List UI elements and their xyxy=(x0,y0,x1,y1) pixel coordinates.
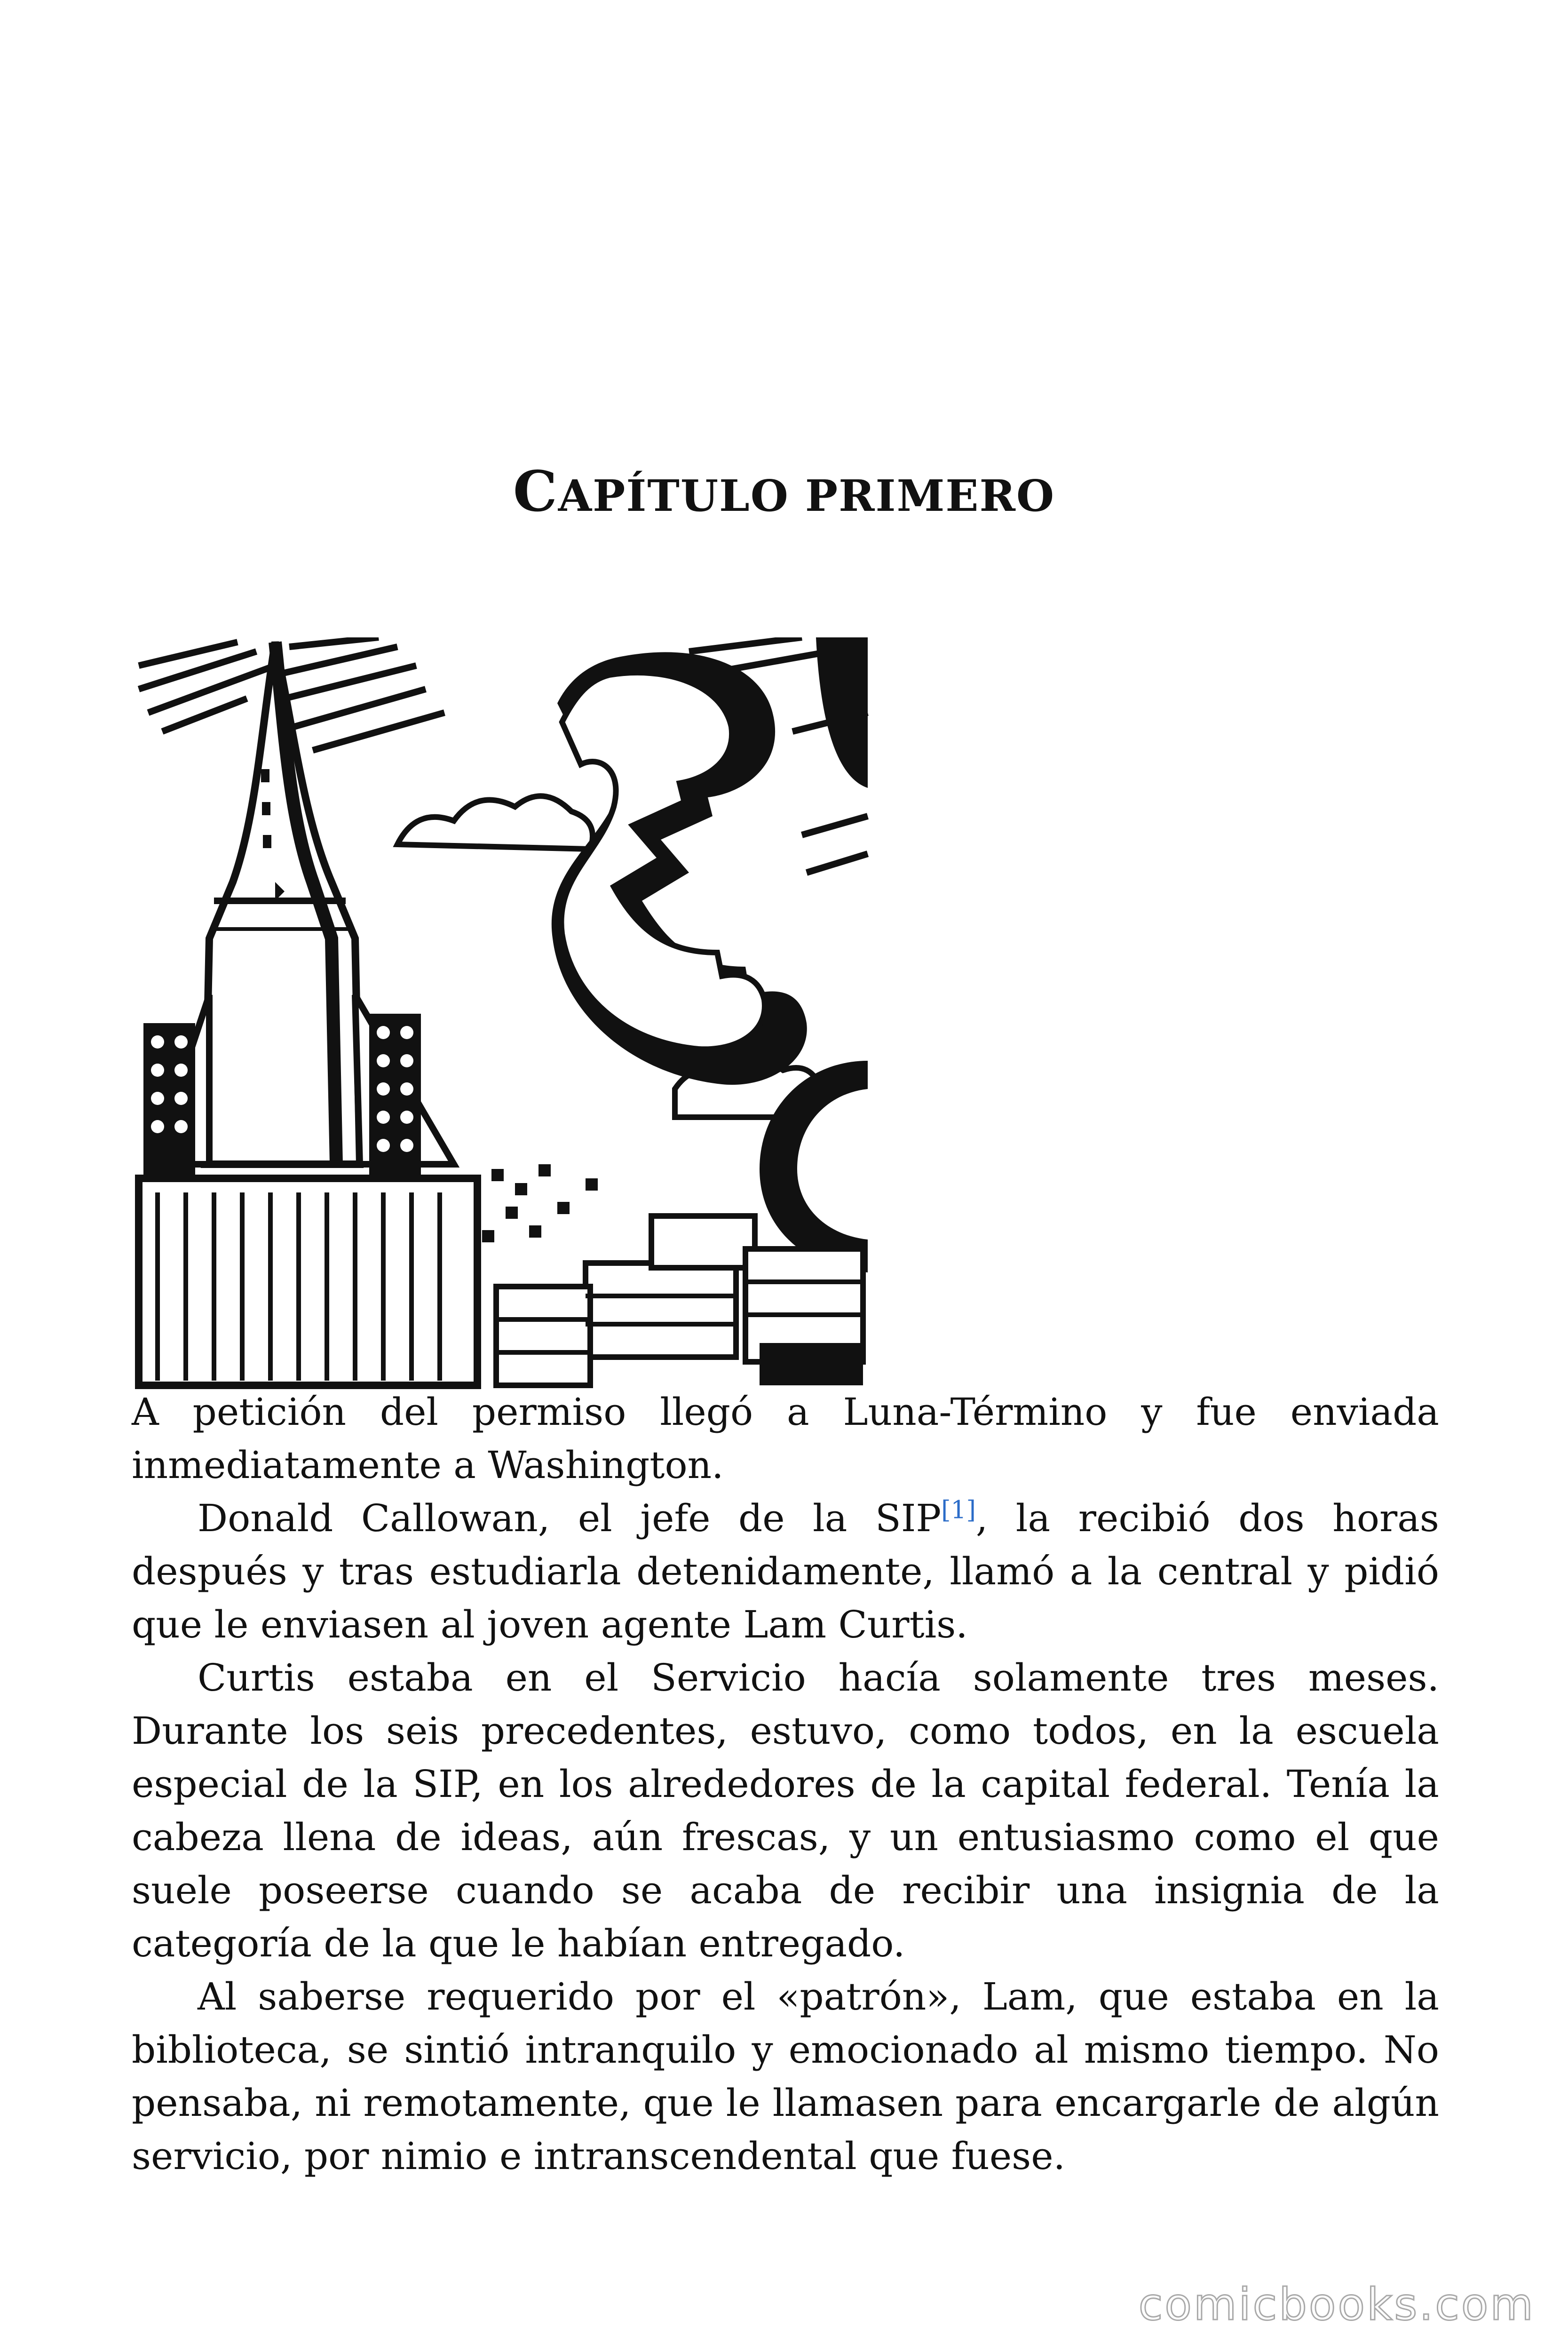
paragraph-2-text-a: Donald Callowan, el jefe de la SIP xyxy=(198,1496,942,1540)
chapter-title-initial: C xyxy=(513,459,558,524)
paragraph-4: Al saberse requerido por el «patrón», Lam, que estaba en la biblioteca, se sintió intranquilo y emocionado al mismo tiempo. No pensaba, ni remotamente, que le llamasen para encargarle de algún servicio, por nimio e intranscendental que fuese. xyxy=(132,1975,1439,2178)
paragraph-1: A petición del permiso llegó a Luna-Término y fue enviada inmediatamente a Washington. xyxy=(132,1390,1439,1487)
chapter-title-rest: APÍTULO PRIMERO xyxy=(558,470,1055,521)
paragraph-2-text-b: , la recibió dos horas después y tras estudiarla detenidamente, llamó a la central y pidió que le enviasen al joven agente Lam Curtis. xyxy=(132,1496,1439,1646)
chapter-body xyxy=(132,1385,1439,2183)
rocket-city-illustration-icon xyxy=(134,637,872,1390)
chapter-title xyxy=(0,459,1568,524)
paragraph-3: Curtis estaba en el Servicio hacía solamente tres meses. Durante los seis precedentes, estuvo, como todos, en la escuela especial de la SIP, en los alrededores de la capital federal. Tenía la cabeza llena de ideas, aún frescas, y un entusiasmo como el que suele poseerse cuando se acaba de recibir una insignia de la categoría de la que le habían entregado. xyxy=(132,1656,1439,1965)
paragraph-2 xyxy=(132,1492,1439,1651)
watermark: comicbooks.com xyxy=(1138,2279,1535,2330)
footnote-ref-link[interactable]: [1] xyxy=(941,1496,976,1525)
drop-cap-illustration xyxy=(134,637,872,1390)
